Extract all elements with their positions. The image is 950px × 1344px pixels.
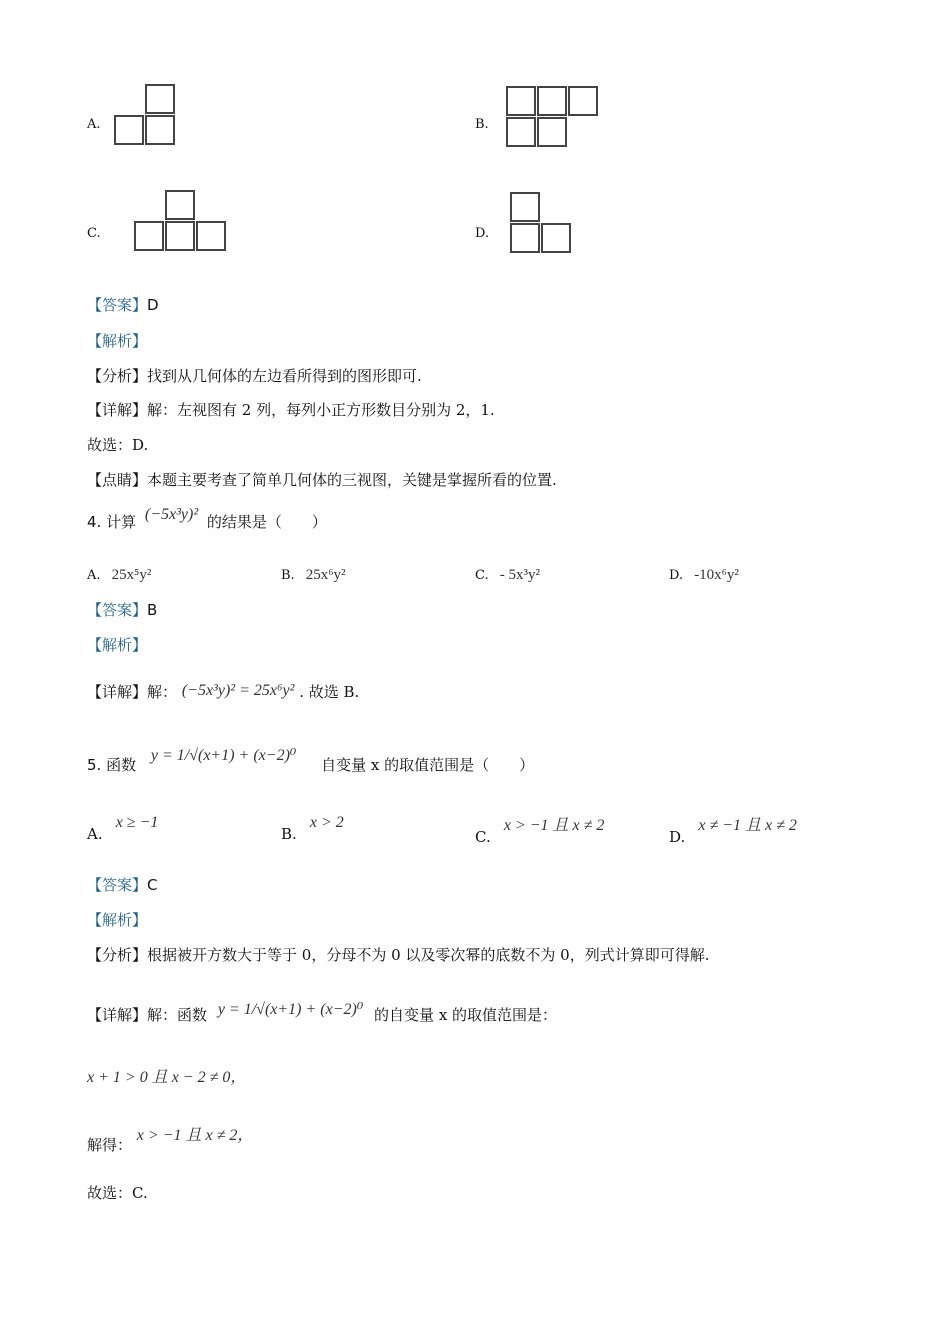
q3-analysis-tag: 【解析】 xyxy=(87,332,148,350)
q4-stem: 4. 计算 (−5x³y)² 的结果是（ ） xyxy=(87,506,327,531)
option-b-label: B. xyxy=(475,117,489,132)
q5-answer-line: 【答案】C xyxy=(87,876,158,894)
q3-detail: 【详解】解：左视图有 2 列，每列小正方形数目分别为 2，1. xyxy=(87,401,495,419)
q5-choose: 故选：C. xyxy=(87,1184,148,1202)
q5-analysis-tag: 【解析】 xyxy=(87,911,148,929)
q3-choose: 故选：D. xyxy=(87,436,149,454)
option-a-label: A. xyxy=(87,117,101,132)
q5-option-b: B. x > 2 xyxy=(281,814,344,843)
q5-stem: 5. 函数 y = 1/√(x+1) + (x−2)⁰ 自变量 x 的取值范围是（ ） xyxy=(87,747,535,774)
q5-step1: x + 1 > 0 且 x − 2 ≠ 0， xyxy=(87,1069,247,1086)
q4-answer-line: 【答案】B xyxy=(87,601,158,619)
q5-detail: 【详解】解：函数 y = 1/√(x+1) + (x−2)⁰ 的自变量 x 的取值范围是： xyxy=(87,1001,558,1024)
q5-option-c: C. x > −1 且 x ≠ 2 xyxy=(475,817,605,846)
q5-option-d: D. x ≠ −1 且 x ≠ 2 xyxy=(669,817,797,846)
q5-step2: 解得： x > −1 且 x ≠ 2， xyxy=(87,1127,254,1154)
q5-answer: C xyxy=(147,876,158,894)
q5-fenxi: 【分析】根据被开方数大于等于 0，分母不为 0 以及零次幂的底数不为 0，列式计算即可得解. xyxy=(87,946,710,964)
q4-detail: 【详解】解： (−5x³y)² = 25x⁶y² . 故选 B. xyxy=(87,682,360,701)
q4-option-b: B. 25x⁶y² xyxy=(281,567,346,583)
q3-answer-line: 【答案】D xyxy=(87,296,159,314)
q4-option-a: A. 25x⁵y² xyxy=(87,567,152,583)
q5-detail-function: y = 1/√(x+1) + (x−2)⁰ xyxy=(217,1001,364,1018)
q3-answer: D xyxy=(147,296,159,314)
option-c-label: C. xyxy=(87,226,101,241)
q4-answer: B xyxy=(147,601,158,619)
q5-option-a: A. x ≥ −1 xyxy=(87,814,159,843)
q4-analysis-tag: 【解析】 xyxy=(87,636,148,654)
option-d-label: D. xyxy=(475,226,490,241)
q5-function: y = 1/√(x+1) + (x−2)⁰ xyxy=(150,747,297,764)
q4-detail-expression: (−5x³y)² = 25x⁶y² xyxy=(181,682,295,699)
q3-fenxi: 【分析】找到从几何体的左边看所得到的图形即可. xyxy=(87,367,422,385)
q4-option-c: C. - 5x³y² xyxy=(475,567,540,583)
q4-expression: (−5x³y)² xyxy=(144,506,199,523)
q3-dianjing: 【点睛】本题主要考查了简单几何体的三视图，关键是掌握所看的位置. xyxy=(87,471,557,489)
q4-option-d: D. -10x⁶y² xyxy=(669,567,739,583)
